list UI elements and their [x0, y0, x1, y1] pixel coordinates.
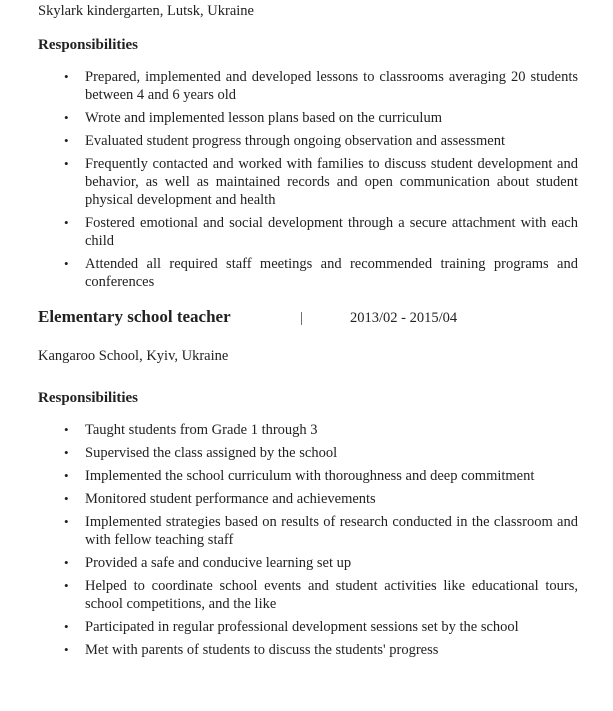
job-title: Elementary school teacher [38, 307, 231, 326]
responsibility-item: • Fostered emotional and social development through a secure attachment with each child [38, 214, 578, 250]
responsibility-item: • Prepared, implemented and developed lessons to classrooms averaging 20 students between 4 and 6 years old [38, 68, 578, 104]
responsibility-item: • Supervised the class assigned by the school [38, 444, 578, 462]
responsibilities-list [38, 421, 578, 659]
responsibility-item: • Implemented strategies based on results of research conducted in the classroom and with fellow teaching staff [38, 513, 578, 549]
responsibility-item: • Frequently contacted and worked with families to discuss student development and behavior, as well as maintained records and open communication about student physical development and health [38, 155, 578, 209]
responsibility-item: • Evaluated student progress through ongoing observation and assessment [38, 132, 578, 150]
responsibilities-list [38, 68, 578, 291]
responsibility-item: • Provided a safe and conducive learning set up [38, 554, 578, 572]
responsibility-item: • Wrote and implemented lesson plans based on the curriculum [38, 109, 578, 127]
job-date-range: 2013/02 - 2015/04 [350, 310, 458, 326]
responsibility-item: • Taught students from Grade 1 through 3 [38, 421, 578, 439]
responsibility-item: • Met with parents of students to discuss the students' progress [38, 641, 578, 659]
responsibility-item: • Participated in regular professional development sessions set by the school [38, 618, 578, 636]
job-section-kindergarten [38, 2, 578, 291]
job-header [38, 306, 578, 328]
responsibility-item: • Helped to coordinate school events and student activities like educational tours, school competitions, and the like [38, 577, 578, 613]
job-section-elementary-teacher [38, 306, 578, 659]
responsibilities-heading: Responsibilities [38, 390, 139, 406]
responsibilities-heading: Responsibilities [38, 37, 139, 53]
company-location-line: Skylark kindergarten, Lutsk, Ukraine [38, 3, 254, 19]
responsibility-item: • Implemented the school curriculum with thoroughness and deep commitment [38, 467, 578, 485]
responsibility-item: • Attended all required staff meetings and recommended training programs and conferences [38, 255, 578, 291]
job-title-date-separator: | [300, 310, 303, 326]
company-location-line: Kangaroo School, Kyiv, Ukraine [38, 348, 229, 364]
responsibility-item: • Monitored student performance and achievements [38, 490, 578, 508]
